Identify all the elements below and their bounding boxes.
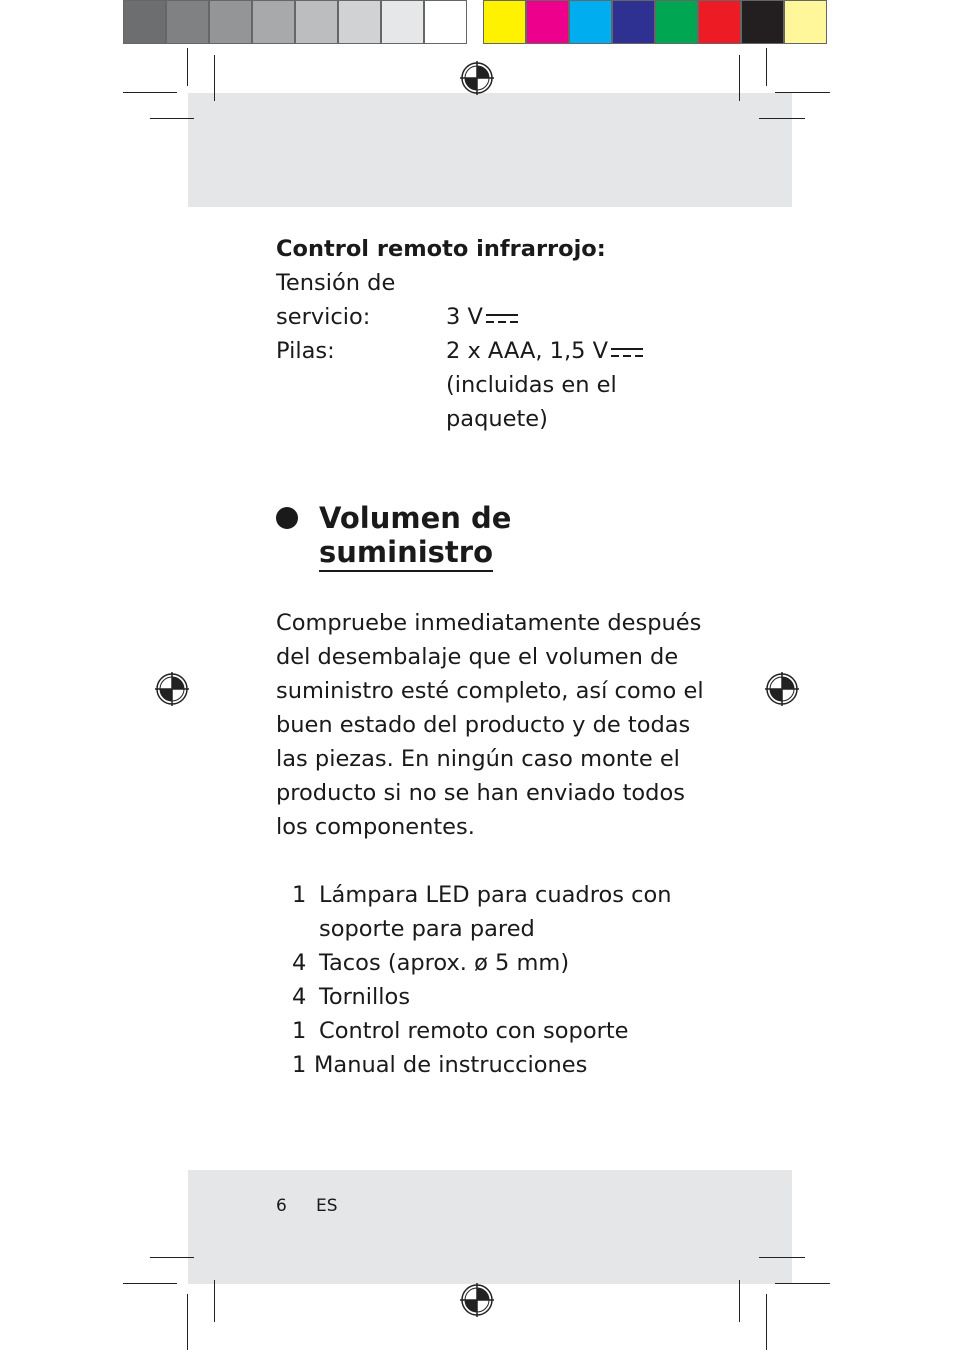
crop-mark xyxy=(214,1280,215,1322)
crop-mark xyxy=(739,55,740,101)
crop-mark xyxy=(150,1257,194,1258)
voltage-label-line2: servicio: xyxy=(276,304,371,330)
item-text: Tacos (aprox. ø 5 mm) xyxy=(319,950,570,976)
crop-mark xyxy=(187,48,188,86)
section-heading-line1: Volumen de xyxy=(319,501,512,535)
paragraph-line: buen estado del producto y de todas xyxy=(276,712,691,738)
dc-current-icon xyxy=(611,345,643,359)
battery-value xyxy=(446,334,643,368)
spec-title: Control remoto infrarrojo: xyxy=(276,236,606,262)
crop-mark xyxy=(766,48,767,86)
item-text: soporte para pared xyxy=(319,916,535,942)
crop-mark xyxy=(739,1280,740,1322)
section-bullet-icon xyxy=(276,507,298,529)
battery-note-line1: (incluidas en el xyxy=(446,372,617,398)
paragraph-line: producto si no se han enviado todos xyxy=(276,780,685,806)
crop-mark xyxy=(766,1294,767,1350)
item-text: Lámpara LED para cuadros con xyxy=(319,882,672,908)
color-calibration-bar xyxy=(483,0,827,46)
crop-mark xyxy=(775,92,830,93)
battery-note-line2: paquete) xyxy=(446,406,548,432)
voltage-value xyxy=(446,300,518,334)
color-swatch xyxy=(123,0,166,44)
paragraph-line: los componentes. xyxy=(276,814,475,840)
footer-band xyxy=(188,1170,792,1284)
color-swatch xyxy=(338,0,381,44)
page-number: 6 xyxy=(276,1196,287,1216)
registration-mark-icon xyxy=(460,1283,494,1317)
color-swatch xyxy=(569,0,612,44)
crop-mark xyxy=(214,55,215,101)
voltage-label-line1: Tensión de xyxy=(276,270,396,296)
battery-label: Pilas: xyxy=(276,338,335,364)
crop-mark xyxy=(759,118,805,119)
crop-mark xyxy=(759,1257,805,1258)
crop-mark xyxy=(123,92,177,93)
crop-mark xyxy=(123,1283,177,1284)
color-swatch xyxy=(381,0,424,44)
header-band xyxy=(188,93,792,207)
paragraph-line: suministro esté completo, así como el xyxy=(276,678,704,704)
intro-paragraph xyxy=(276,606,704,844)
color-swatch xyxy=(483,0,526,44)
section-heading-line2: suministro xyxy=(319,535,493,572)
color-swatch xyxy=(424,0,467,44)
item-text: Control remoto con soporte xyxy=(319,1018,629,1044)
color-swatch xyxy=(166,0,209,44)
registration-mark-icon xyxy=(460,61,494,95)
item-quantity: 4 xyxy=(292,950,307,976)
paragraph-line: Compruebe inmediatamente después xyxy=(276,610,702,636)
item-text: Tornillos xyxy=(319,984,411,1010)
color-swatch xyxy=(526,0,569,44)
item-quantity: 1 xyxy=(292,882,307,908)
color-swatch xyxy=(655,0,698,44)
paragraph-line: las piezas. En ningún caso monte el xyxy=(276,746,680,772)
color-swatch xyxy=(741,0,784,44)
item-quantity: 1 xyxy=(292,1052,307,1078)
voltage-value-text: 3 V xyxy=(446,304,483,330)
registration-mark-icon xyxy=(765,672,799,706)
color-swatch xyxy=(612,0,655,44)
paragraph-line: del desembalaje que el volumen de xyxy=(276,644,679,670)
color-swatch xyxy=(784,0,827,44)
crop-mark xyxy=(775,1283,830,1284)
gray-calibration-bar xyxy=(123,0,467,46)
item-text: Manual de instrucciones xyxy=(314,1052,588,1078)
battery-value-text: 2 x AAA, 1,5 V xyxy=(446,338,608,364)
crop-mark xyxy=(187,1294,188,1350)
color-swatch xyxy=(209,0,252,44)
crop-mark xyxy=(150,118,194,119)
item-quantity: 1 xyxy=(292,1018,307,1044)
dc-current-icon xyxy=(486,311,518,325)
section-heading xyxy=(319,501,511,569)
language-code: ES xyxy=(316,1196,338,1216)
registration-mark-icon xyxy=(155,672,189,706)
color-swatch xyxy=(295,0,338,44)
color-swatch xyxy=(698,0,741,44)
item-quantity: 4 xyxy=(292,984,307,1010)
color-swatch xyxy=(252,0,295,44)
